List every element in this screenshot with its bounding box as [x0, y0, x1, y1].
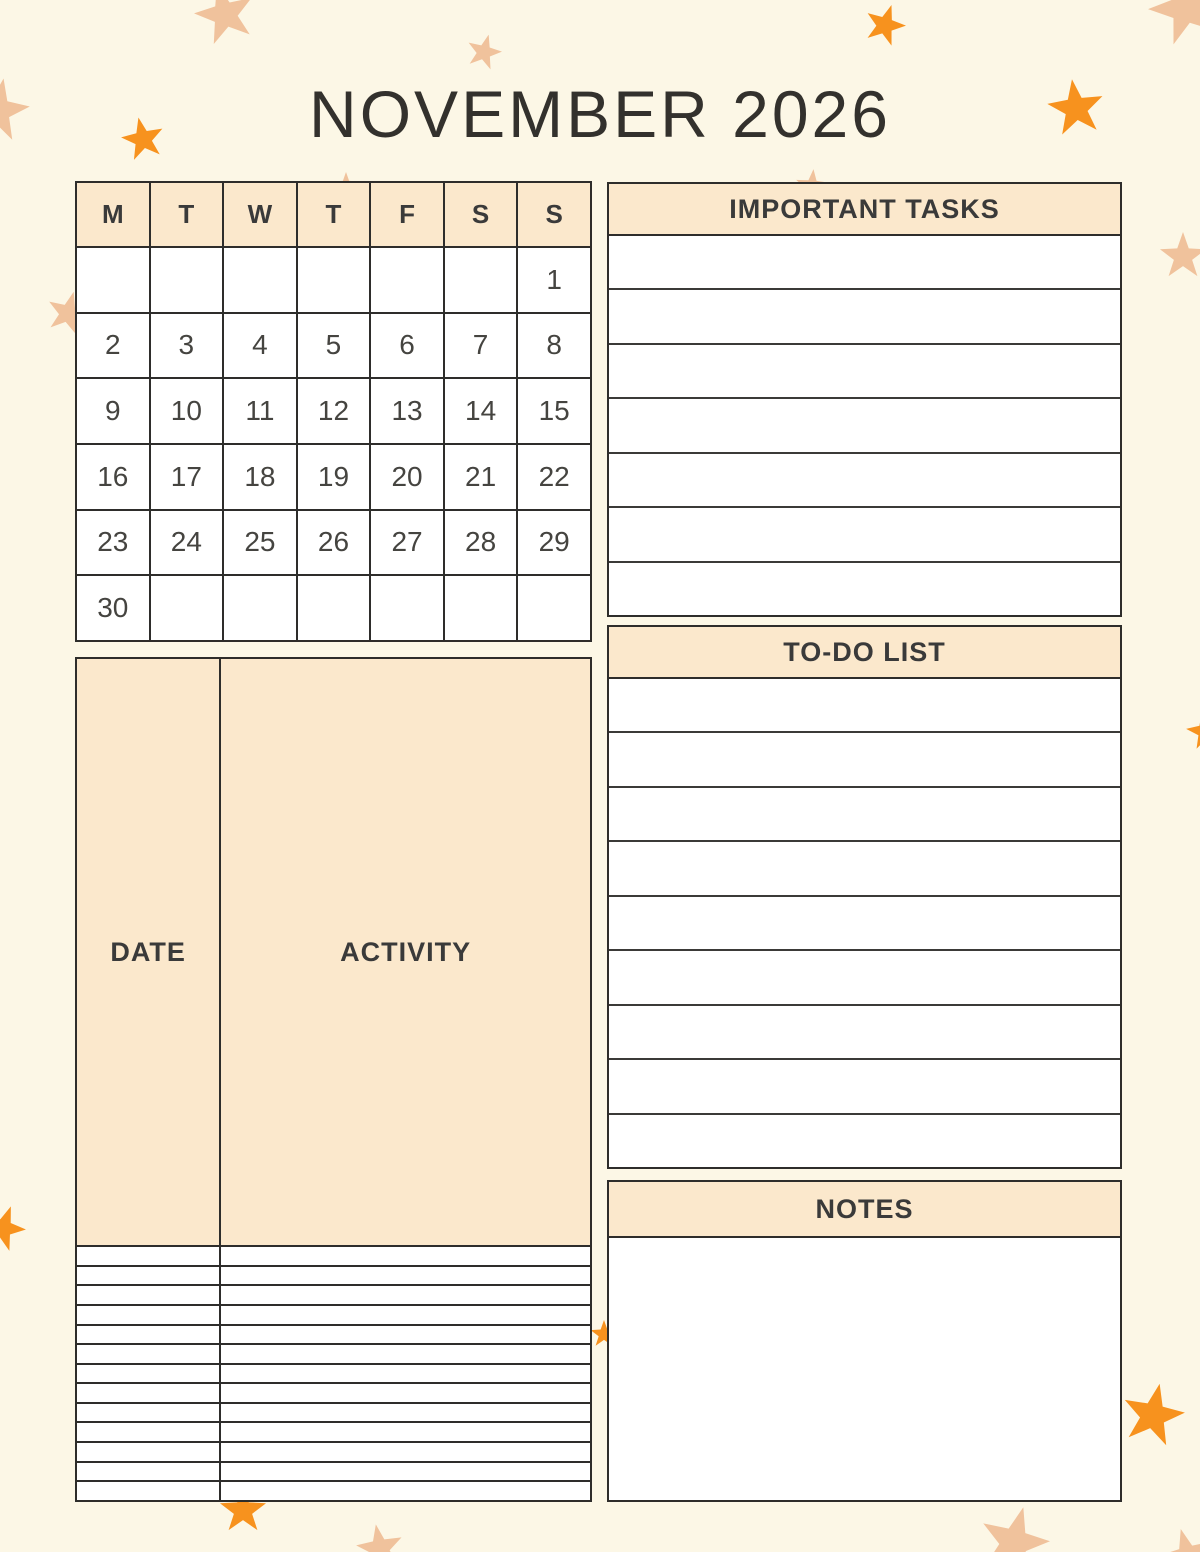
calendar-empty-cell — [517, 575, 591, 641]
activity-cell — [220, 1462, 591, 1482]
calendar-day-cell: 4 — [223, 313, 297, 379]
calendar-empty-cell — [444, 575, 518, 641]
activity-row — [76, 1364, 591, 1384]
calendar-day-cell: 28 — [444, 510, 518, 576]
calendar-day-cell: 13 — [370, 378, 444, 444]
calendar-weekday: S — [444, 182, 518, 247]
calendar-week-row — [76, 378, 591, 444]
important-task-line — [609, 345, 1120, 399]
calendar-day-cell: 24 — [150, 510, 224, 576]
activity-cell — [220, 1422, 591, 1442]
monthly-calendar — [75, 181, 592, 642]
star-icon — [1115, 1377, 1191, 1453]
calendar-day-cell: 12 — [297, 378, 371, 444]
todo-line — [609, 733, 1120, 787]
calendar-day-cell: 30 — [76, 575, 150, 641]
todo-line — [609, 951, 1120, 1005]
star-icon — [1183, 709, 1200, 753]
important-tasks-section — [607, 182, 1122, 617]
date-cell — [76, 1266, 220, 1286]
date-cell — [76, 1364, 220, 1384]
activity-cell — [220, 1266, 591, 1286]
calendar-day-cell: 18 — [223, 444, 297, 510]
calendar-day-cell: 21 — [444, 444, 518, 510]
activity-row — [76, 1481, 591, 1501]
activity-row — [76, 1246, 591, 1266]
activity-cell — [220, 1246, 591, 1266]
important-task-line — [609, 563, 1120, 615]
activity-row — [76, 1325, 591, 1345]
activity-cell — [220, 1344, 591, 1364]
calendar-day-cell: 1 — [517, 247, 591, 313]
calendar-day-cell: 6 — [370, 313, 444, 379]
date-activity-table — [75, 657, 592, 1502]
calendar-day-cell: 5 — [297, 313, 371, 379]
activity-row — [76, 1383, 591, 1403]
star-icon — [1154, 1522, 1200, 1552]
calendar-day-cell: 19 — [297, 444, 371, 510]
date-cell — [76, 1481, 220, 1501]
calendar-empty-cell — [223, 247, 297, 313]
activity-row — [76, 1266, 591, 1286]
calendar-weekday: T — [150, 182, 224, 247]
activity-cell — [220, 1364, 591, 1384]
calendar-day-cell: 3 — [150, 313, 224, 379]
date-cell — [76, 1383, 220, 1403]
date-cell — [76, 1305, 220, 1325]
calendar-weekday: T — [297, 182, 371, 247]
todo-line — [609, 679, 1120, 733]
calendar-day-cell: 8 — [517, 313, 591, 379]
calendar-day-cell: 22 — [517, 444, 591, 510]
notes-writing-area — [609, 1238, 1120, 1500]
star-icon — [1159, 232, 1200, 280]
page-title: NOVEMBER 2026 — [309, 77, 891, 151]
date-activity-header-row — [76, 658, 591, 1246]
calendar-day-cell: 11 — [223, 378, 297, 444]
calendar-day-cell: 29 — [517, 510, 591, 576]
notes-section — [607, 1180, 1122, 1502]
calendar-day-cell: 27 — [370, 510, 444, 576]
activity-row — [76, 1462, 591, 1482]
calendar-empty-cell — [297, 575, 371, 641]
date-cell — [76, 1442, 220, 1462]
calendar-week-row — [76, 510, 591, 576]
date-cell — [76, 1422, 220, 1442]
calendar-day-cell: 25 — [223, 510, 297, 576]
important-task-line — [609, 236, 1120, 290]
star-icon — [970, 1498, 1058, 1552]
activity-cell — [220, 1383, 591, 1403]
activity-column-header: ACTIVITY — [220, 658, 591, 1246]
important-task-line — [609, 399, 1120, 453]
activity-cell — [220, 1305, 591, 1325]
calendar-week-row — [76, 575, 591, 641]
calendar-empty-cell — [76, 247, 150, 313]
calendar-empty-cell — [297, 247, 371, 313]
todo-line — [609, 788, 1120, 842]
calendar-weekday: W — [223, 182, 297, 247]
calendar-empty-cell — [370, 575, 444, 641]
calendar-day-cell: 16 — [76, 444, 150, 510]
calendar-day-cell: 26 — [297, 510, 371, 576]
date-cell — [76, 1246, 220, 1266]
activity-cell — [220, 1325, 591, 1345]
calendar-empty-cell — [150, 247, 224, 313]
date-cell — [76, 1285, 220, 1305]
date-cell — [76, 1462, 220, 1482]
date-cell — [76, 1325, 220, 1345]
star-icon — [0, 1199, 32, 1258]
calendar-day-cell: 9 — [76, 378, 150, 444]
date-column-header: DATE — [76, 658, 220, 1246]
calendar-empty-cell — [223, 575, 297, 641]
star-icon — [187, 0, 263, 52]
todo-list-section — [607, 625, 1122, 1169]
activity-cell — [220, 1285, 591, 1305]
todo-line — [609, 1060, 1120, 1114]
calendar-day-cell: 10 — [150, 378, 224, 444]
todo-line — [609, 1115, 1120, 1167]
calendar-week-row — [76, 313, 591, 379]
calendar-day-cell: 15 — [517, 378, 591, 444]
star-icon — [462, 30, 506, 74]
todo-line — [609, 897, 1120, 951]
star-icon — [352, 1520, 408, 1552]
todo-line — [609, 1006, 1120, 1060]
todo-line — [609, 842, 1120, 896]
calendar-day-cell: 17 — [150, 444, 224, 510]
date-cell — [76, 1344, 220, 1364]
calendar-day-cell: 2 — [76, 313, 150, 379]
calendar-day-cell: 20 — [370, 444, 444, 510]
calendar-empty-cell — [444, 247, 518, 313]
activity-cell — [220, 1442, 591, 1462]
important-task-line — [609, 508, 1120, 562]
calendar-empty-cell — [370, 247, 444, 313]
star-icon — [859, 0, 912, 51]
todo-list-header: TO-DO LIST — [609, 627, 1120, 679]
activity-row — [76, 1403, 591, 1423]
calendar-week-row — [76, 444, 591, 510]
important-task-line — [609, 454, 1120, 508]
activity-row — [76, 1344, 591, 1364]
calendar-empty-cell — [150, 575, 224, 641]
calendar-weekday-row — [76, 182, 591, 247]
important-tasks-header: IMPORTANT TASKS — [609, 184, 1120, 236]
activity-row — [76, 1305, 591, 1325]
activity-row — [76, 1285, 591, 1305]
activity-cell — [220, 1403, 591, 1423]
notes-header: NOTES — [609, 1182, 1120, 1238]
calendar-weekday: F — [370, 182, 444, 247]
calendar-day-cell: 14 — [444, 378, 518, 444]
calendar-week-row — [76, 247, 591, 313]
activity-cell — [220, 1481, 591, 1501]
date-cell — [76, 1403, 220, 1423]
calendar-weekday: S — [517, 182, 591, 247]
calendar-day-cell: 7 — [444, 313, 518, 379]
star-icon — [1138, 0, 1200, 55]
important-task-line — [609, 290, 1120, 344]
activity-row — [76, 1422, 591, 1442]
activity-row — [76, 1442, 591, 1462]
calendar-day-cell: 23 — [76, 510, 150, 576]
calendar-weekday: M — [76, 182, 150, 247]
